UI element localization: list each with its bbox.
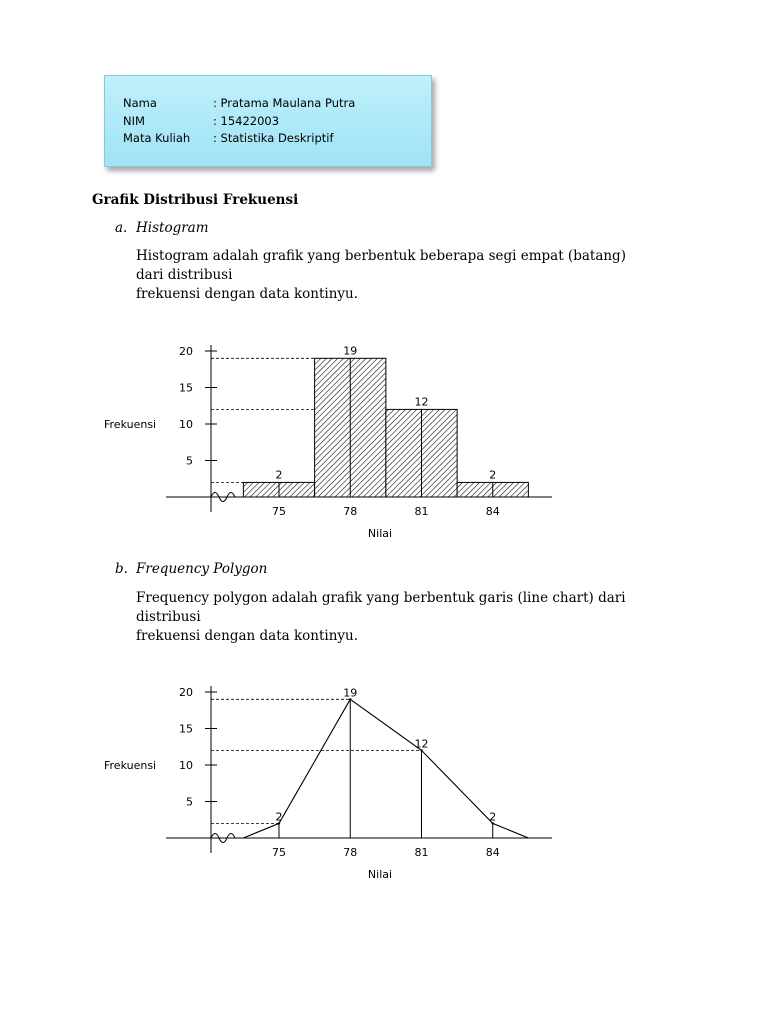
y-axis-label: Frekuensi <box>104 759 157 772</box>
x-tick-label: 75 <box>272 846 286 859</box>
y-tick-label: 10 <box>179 418 193 431</box>
y-tick-label: 20 <box>179 686 193 699</box>
polygon-letter: b. <box>115 561 128 577</box>
point-value-label: 12 <box>414 737 429 751</box>
histogram-chart <box>104 344 552 540</box>
frequency-polygon-chart <box>104 686 552 881</box>
point-value-label: 19 <box>343 686 358 700</box>
point-value-label: 2 <box>489 810 497 824</box>
x-tick-label: 81 <box>414 505 429 518</box>
polygon-desc-line-1: Frequency polygon adalah grafik yang berbentuk garis (line chart) dari distribusi <box>136 590 626 625</box>
histogram-letter: a. <box>115 220 128 236</box>
course-label: Mata Kuliah <box>123 131 191 145</box>
y-tick-label: 5 <box>186 795 193 809</box>
x-axis-label: Nilai <box>367 527 393 540</box>
name-value: : Pratama Maulana Putra <box>213 96 356 110</box>
y-tick-label: 15 <box>179 381 193 395</box>
point-value-label: 2 <box>275 810 283 824</box>
frequency-polygon-line <box>243 699 528 838</box>
y-tick-label: 5 <box>186 454 193 468</box>
histogram-desc-line-1: Histogram adalah grafik yang berbentuk beberapa segi empat (batang) dari distribusi <box>136 248 626 283</box>
bar-value-label: 2 <box>489 468 497 482</box>
y-tick-label: 10 <box>179 759 193 772</box>
name-label: Nama <box>123 96 157 110</box>
course-value: : Statistika Deskriptif <box>213 131 334 145</box>
section-title: Grafik Distribusi Frekuensi <box>92 192 299 208</box>
y-axis-label: Frekuensi <box>104 418 157 431</box>
y-tick-label: 15 <box>179 722 193 736</box>
polygon-desc-line-2: frekuensi dengan data kontinyu. <box>136 628 359 644</box>
bar-value-label: 19 <box>343 344 358 358</box>
x-tick-label: 84 <box>485 505 500 518</box>
x-tick-label: 75 <box>272 505 286 518</box>
x-tick-label: 81 <box>414 846 429 859</box>
nim-value: : 15422003 <box>213 114 280 128</box>
histogram-heading: Histogram <box>136 220 209 236</box>
bar-value-label: 2 <box>275 468 283 482</box>
histogram-desc-line-2: frekuensi dengan data kontinyu. <box>136 286 359 302</box>
x-tick-label: 78 <box>343 505 358 518</box>
bar-value-label: 12 <box>414 395 429 409</box>
y-tick-label: 20 <box>179 345 193 358</box>
nim-label: NIM <box>123 114 145 128</box>
x-tick-label: 78 <box>343 846 358 859</box>
x-tick-label: 84 <box>485 846 500 859</box>
polygon-heading: Frequency Polygon <box>136 561 268 577</box>
x-axis-label: Nilai <box>367 868 393 881</box>
